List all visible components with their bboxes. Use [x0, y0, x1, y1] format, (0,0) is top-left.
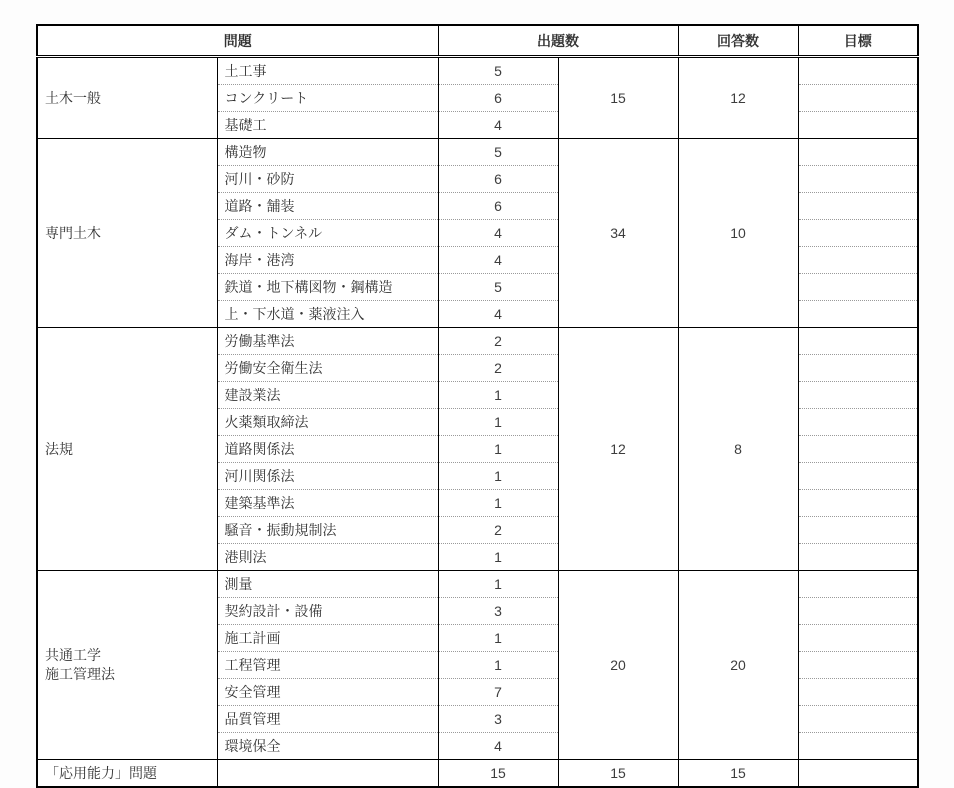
item-name-cell: 工程管理: [217, 652, 438, 679]
item-count-cell: 6: [438, 166, 558, 193]
target-cell: [798, 193, 918, 220]
item-name-cell: 安全管理: [217, 679, 438, 706]
item-count-cell: 1: [438, 436, 558, 463]
section-answer-count-cell: 10: [678, 139, 798, 328]
target-cell: [798, 220, 918, 247]
item-count-cell: 1: [438, 652, 558, 679]
target-cell: [798, 679, 918, 706]
section-answer-count-cell: 20: [678, 571, 798, 760]
target-cell: [798, 436, 918, 463]
target-cell: [798, 247, 918, 274]
item-name-cell: 河川関係法: [217, 463, 438, 490]
item-count-cell: 2: [438, 328, 558, 355]
header-row: [37, 25, 918, 57]
target-cell: [798, 85, 918, 112]
item-name-cell: 契約設計・設備: [217, 598, 438, 625]
target-cell: [798, 517, 918, 544]
item-count-cell: 6: [438, 85, 558, 112]
footer-label-cell: 「応用能力」問題: [37, 760, 217, 788]
header-answer-count: 回答数: [678, 25, 798, 57]
target-cell: [798, 598, 918, 625]
target-cell: [798, 328, 918, 355]
item-count-cell: 5: [438, 57, 558, 85]
item-count-cell: 1: [438, 571, 558, 598]
footer-question-total-cell: 15: [558, 760, 678, 788]
item-count-cell: 1: [438, 544, 558, 571]
item-name-cell: 構造物: [217, 139, 438, 166]
item-count-cell: 1: [438, 463, 558, 490]
item-name-cell: 海岸・港湾: [217, 247, 438, 274]
item-count-cell: 7: [438, 679, 558, 706]
section-question-total-cell: 15: [558, 57, 678, 139]
item-count-cell: 4: [438, 220, 558, 247]
category-label: 法規: [45, 440, 73, 457]
category-cell: [37, 57, 217, 139]
target-cell: [798, 463, 918, 490]
item-name-cell: 建築基準法: [217, 490, 438, 517]
item-count-cell: 1: [438, 409, 558, 436]
table-row: [37, 571, 918, 598]
item-name-cell: 品質管理: [217, 706, 438, 733]
header-question-count: 出題数: [438, 25, 678, 57]
section-answer-count-cell: 12: [678, 57, 798, 139]
item-count-cell: 4: [438, 301, 558, 328]
target-cell: [798, 625, 918, 652]
item-count-cell: 4: [438, 112, 558, 139]
target-cell: [798, 760, 918, 788]
section-question-total-cell: 34: [558, 139, 678, 328]
category-label: 土木一般: [45, 89, 101, 106]
table-row: [37, 57, 918, 85]
target-cell: [798, 409, 918, 436]
item-name-cell: 測量: [217, 571, 438, 598]
item-count-cell: 3: [438, 706, 558, 733]
target-cell: [798, 139, 918, 166]
target-cell: [798, 112, 918, 139]
target-cell: [798, 274, 918, 301]
item-count-cell: 1: [438, 625, 558, 652]
category-cell: [37, 139, 217, 328]
item-name-cell: ダム・トンネル: [217, 220, 438, 247]
item-count-cell: 2: [438, 517, 558, 544]
target-cell: [798, 706, 918, 733]
exam-breakdown-table: [36, 24, 919, 788]
table-row: [37, 328, 918, 355]
header-target: 目標: [798, 25, 918, 57]
item-name-cell: 基礎工: [217, 112, 438, 139]
item-count-cell: 5: [438, 139, 558, 166]
item-count-cell: 4: [438, 733, 558, 760]
item-name-cell: コンクリート: [217, 85, 438, 112]
footer-subitem-cell: [217, 760, 438, 788]
item-count-cell: 5: [438, 274, 558, 301]
item-name-cell: 鉄道・地下構図物・鋼構造: [217, 274, 438, 301]
target-cell: [798, 571, 918, 598]
category-label: 専門土木: [45, 224, 101, 241]
target-cell: [798, 355, 918, 382]
item-name-cell: 環境保全: [217, 733, 438, 760]
item-name-cell: 建設業法: [217, 382, 438, 409]
target-cell: [798, 57, 918, 85]
section-question-total-cell: 20: [558, 571, 678, 760]
item-count-cell: 4: [438, 247, 558, 274]
category-cell: [37, 571, 217, 760]
category-label: 共通工学: [45, 647, 101, 663]
target-cell: [798, 544, 918, 571]
item-count-cell: 1: [438, 382, 558, 409]
table-row: [37, 139, 918, 166]
category-cell: [37, 328, 217, 571]
header-problem: 問題: [37, 25, 438, 57]
target-cell: [798, 733, 918, 760]
item-name-cell: 騒音・振動規制法: [217, 517, 438, 544]
category-label: 施工管理法: [45, 666, 115, 682]
item-name-cell: 道路・舗装: [217, 193, 438, 220]
item-count-cell: 1: [438, 490, 558, 517]
item-name-cell: 施工計画: [217, 625, 438, 652]
item-name-cell: 労働安全衛生法: [217, 355, 438, 382]
footer-count-cell: 15: [438, 760, 558, 788]
target-cell: [798, 382, 918, 409]
item-name-cell: 道路関係法: [217, 436, 438, 463]
target-cell: [798, 652, 918, 679]
section-answer-count-cell: 8: [678, 328, 798, 571]
item-name-cell: 労働基準法: [217, 328, 438, 355]
target-cell: [798, 490, 918, 517]
item-count-cell: 2: [438, 355, 558, 382]
item-name-cell: 港則法: [217, 544, 438, 571]
target-cell: [798, 301, 918, 328]
footer-answer-count-cell: 15: [678, 760, 798, 788]
item-name-cell: 土工事: [217, 57, 438, 85]
item-name-cell: 火薬類取締法: [217, 409, 438, 436]
item-name-cell: 河川・砂防: [217, 166, 438, 193]
item-count-cell: 3: [438, 598, 558, 625]
section-question-total-cell: 12: [558, 328, 678, 571]
footer-row: [37, 760, 918, 788]
exam-breakdown-sheet: [36, 24, 919, 788]
item-count-cell: 6: [438, 193, 558, 220]
target-cell: [798, 166, 918, 193]
item-name-cell: 上・下水道・薬液注入: [217, 301, 438, 328]
